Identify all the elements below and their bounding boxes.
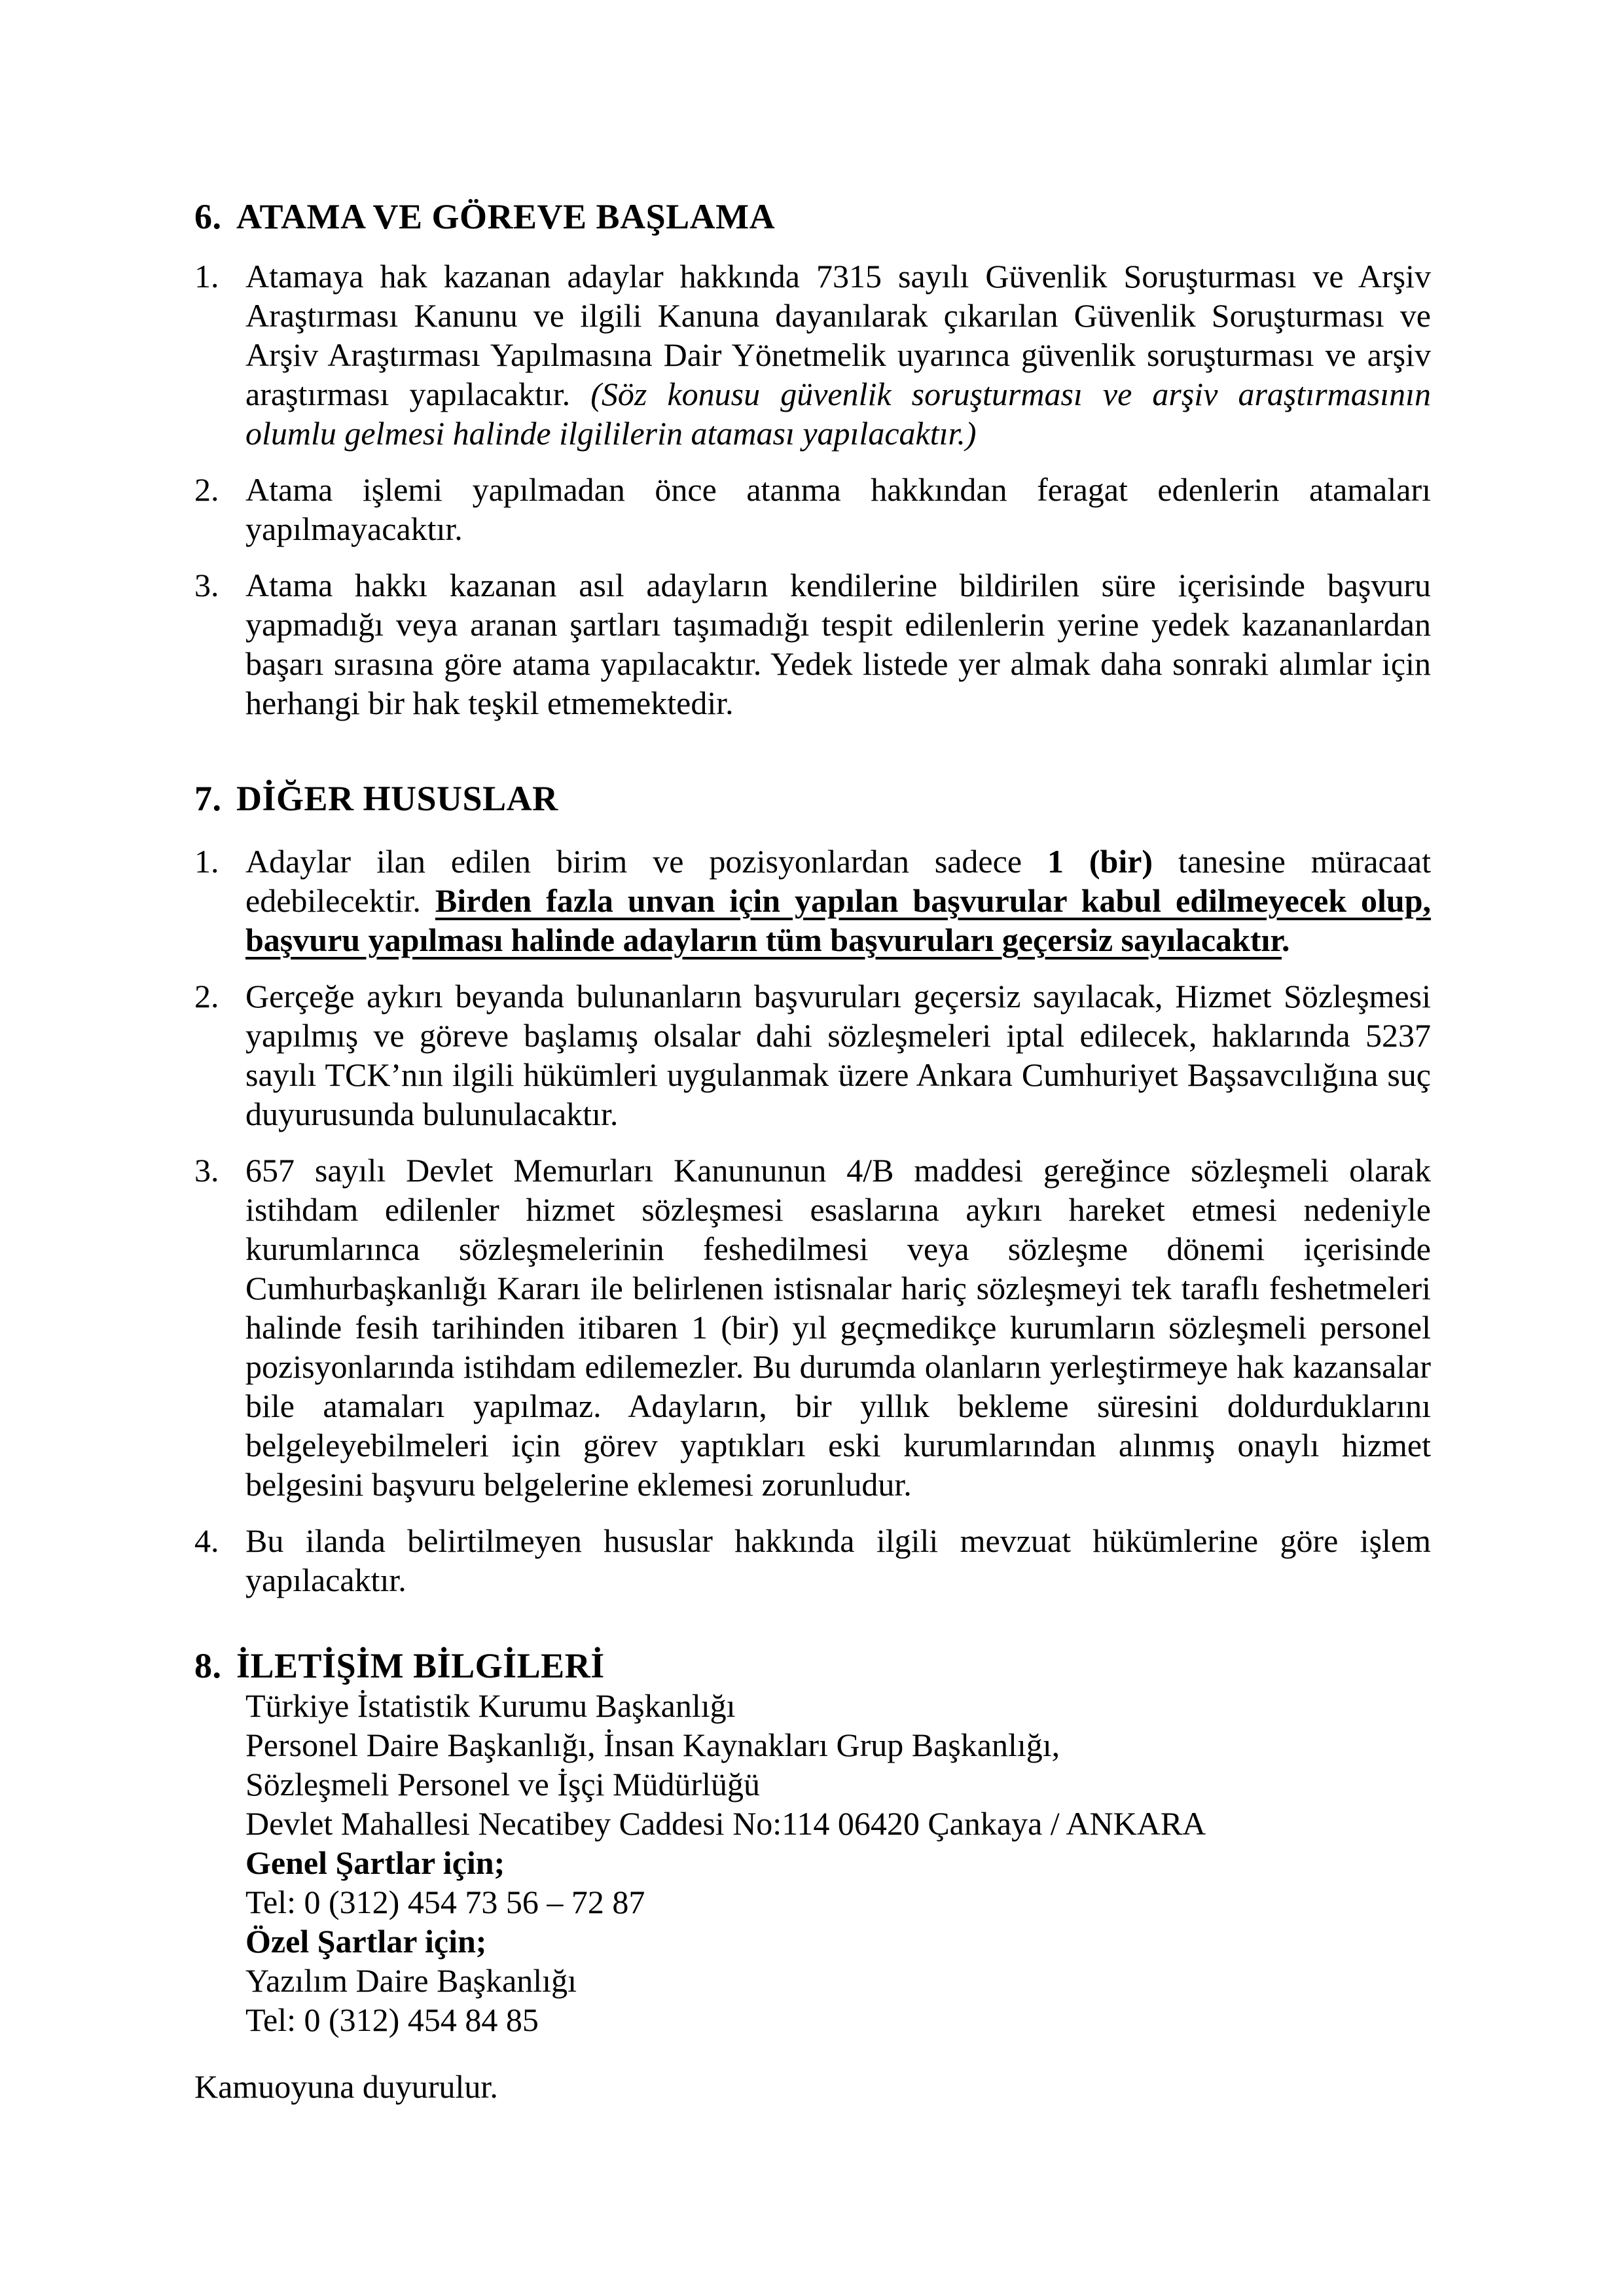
section-8-number: 8. — [194, 1646, 222, 1685]
text-run-italic: (Söz konusu güvenlik soruşturması ve arşiv araştırmasının olumlu gelmesi halinde ilgililerin ataması yapılacaktır.) — [245, 376, 1431, 452]
contact-line-organization: Türkiye İstatistik Kurumu Başkanlığı — [245, 1687, 736, 1724]
section-7-item-3 — [194, 1151, 1431, 1504]
section-7-item-2 — [194, 977, 1431, 1134]
contact-line-software-department: Yazılım Daire Başkanlığı — [245, 1962, 577, 1999]
section-6-title: ATAMA VE GÖREVE BAŞLAMA — [236, 197, 776, 236]
contact-line-special-terms-label: Özel Şartlar için; — [245, 1923, 487, 1960]
section-8-title: İLETİŞİM BİLGİLERİ — [236, 1646, 605, 1685]
text-run: Atama hakkı kazanan asıl adayların kendilerine bildirilen süre içerisinde başvuru yapmadığı veya aranan şartları taşımadığı tespit edilenlerin yerine yedek kazananlardan başarı sırasına göre atama yapılacaktır. Yedek listede yer almak daha sonraki alımlar için herhangi bir hak teşkil etmemektedir. — [245, 567, 1431, 721]
section-7-title: DİĞER HUSUSLAR — [236, 779, 558, 818]
text-run-bold: 1 (bir) — [1047, 843, 1153, 880]
item-number: 3. — [194, 1152, 219, 1189]
text-run: Gerçeğe aykırı beyanda bulunanların başvuruları geçersiz sayılacak, Hizmet Sözleşmesi yapılmış ve göreve başlamış olsalar dahi sözleşmeleri iptal edilecek, haklarında 5237 sayılı TCK’nın ilgili hükümleri uygulanmak üzere Ankara Cumhuriyet Başsavcılığına suç duyurusunda bulunulacaktır. — [245, 978, 1431, 1132]
item-number: 3. — [194, 567, 219, 603]
text-run: Atama işlemi yapılmadan önce atanma hakkından feragat edenlerin atamaları yapılmayacaktır. — [245, 471, 1431, 547]
contact-line-address: Devlet Mahallesi Necatibey Caddesi No:114 06420 Çankaya / ANKARA — [245, 1805, 1206, 1842]
contact-line-unit: Sözleşmeli Personel ve İşçi Müdürlüğü — [245, 1766, 760, 1803]
text-run-bold-underline: Birden fazla unvan için yapılan başvurular kabul edilmeyecek olup, başvuru yapılması halinde adayların tüm başvuruları geçersiz sayılacaktır — [245, 882, 1432, 958]
section-7-heading — [194, 778, 1431, 819]
contact-line-general-terms-phone: Tel: 0 (312) 454 73 56 – 72 87 — [245, 1884, 645, 1920]
contact-block — [194, 1686, 1431, 2039]
section-6-item-1 — [194, 257, 1431, 453]
item-number: 4. — [194, 1522, 219, 1559]
text-run: tanesine müracaat edebilecektir. — [245, 843, 1431, 919]
text-run: Bu ilanda belirtilmeyen hususlar hakkında ilgili mevzuat hükümlerine göre işlem yapılacaktır. — [245, 1522, 1431, 1598]
section-7-number: 7. — [194, 779, 222, 818]
section-7-item-4 — [194, 1521, 1431, 1600]
section-8-heading — [194, 1645, 1431, 1686]
item-number: 2. — [194, 978, 219, 1014]
item-number: 1. — [194, 258, 219, 295]
item-number: 2. — [194, 471, 219, 508]
section-6-number: 6. — [194, 197, 222, 236]
public-announcement-note: Kamuoyuna duyurulur. — [194, 2068, 498, 2105]
section-6-item-2 — [194, 470, 1431, 548]
text-run: Adaylar ilan edilen birim ve pozisyonlardan sadece — [245, 843, 1047, 880]
text-run: Atamaya hak kazanan adaylar hakkında 7315 sayılı Güvenlik Soruşturması ve Arşiv Araştırması Kanunu ve ilgili Kanuna dayanılarak çıkarılan Güvenlik Soruşturması ve Arşiv Araştırması Yapılmasına Dair Yönetmelik uyarınca güvenlik soruşturması ve arşiv araştırması yapılacaktır. — [245, 258, 1431, 412]
text-run-bold: . — [1282, 922, 1290, 958]
section-6-item-3 — [194, 565, 1431, 723]
section-7-item-1 — [194, 842, 1431, 960]
item-number: 1. — [194, 843, 219, 880]
text-run: 657 sayılı Devlet Memurları Kanununun 4/B maddesi gereğince sözleşmeli olarak istihdam edilenler hizmet sözleşmesi esaslarına aykırı hareket etmesi nedeniyle kurumlarınca sözleşmelerinin feshedilmesi veya sözleşme dönemi içerisinde Cumhurbaşkanlığı Kararı ile belirlenen istisnalar hariç sözleşmeyi tek taraflı feshetmeleri halinde fesih tarihinden itibaren 1 (bir) yıl geçmedikçe kurumların sözleşmeli personel pozisyonlarında istihdam edilemezler. Bu durumda olanların yerleştirmeye hak kazansalar bile atamaları yapılmaz. Adayların, bir yıllık bekleme süresini doldurduklarını belgeleyebilmeleri için görev yaptıkları eski kurumlarından alınmış onaylı hizmet belgesini başvuru belgelerine eklemesi zorunludur. — [245, 1152, 1431, 1503]
contact-line-special-terms-phone: Tel: 0 (312) 454 84 85 — [245, 2001, 539, 2038]
contact-line-department: Personel Daire Başkanlığı, İnsan Kaynakları Grup Başkanlığı, — [245, 1727, 1060, 1763]
contact-line-general-terms-label: Genel Şartlar için; — [245, 1844, 505, 1881]
section-6-heading — [194, 196, 1431, 237]
